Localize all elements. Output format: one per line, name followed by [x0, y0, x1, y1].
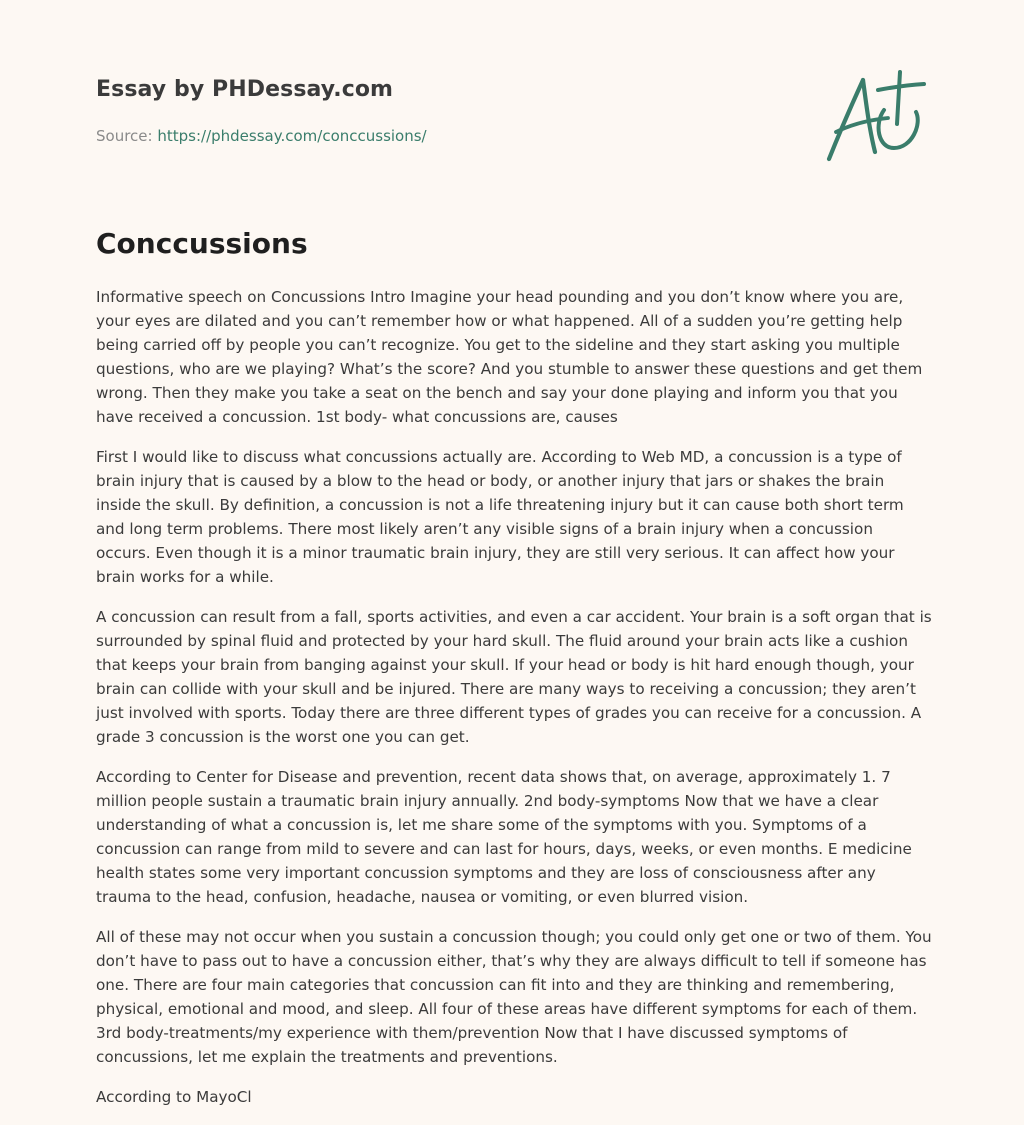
a-plus-grade-icon	[822, 66, 928, 166]
essay-paragraph: According to MayoCl	[96, 1088, 252, 1106]
essay-paragraph: All of these may not occur when you sustain a concussion though; you could only get one or two of them. You don’t have to pass out to have a concussion either, that’s why they are always difficult to tell if someone has one. There are four main categories that concussion can fit into and they are thinking and remembering, physical, emotional and mood, and sleep. All four of these areas have different symptoms for each of them. 3rd body-treatments/my experience with them/prevention Now that I have discussed symptoms of concussions, let me explain the treatments and preventions.	[96, 928, 932, 1066]
essay-body	[96, 285, 932, 1125]
essay-paragraph: First I would like to discuss what concussions actually are. According to Web MD, a concussion is a type of brain injury that is caused by a blow to the head or body, or another injury that jars or shakes the brain inside the skull. By definition, a concussion is not a life threatening injury but it can cause both short term and long term problems. There most likely aren’t any visible signs of a brain injury when a concussion occurs. Even though it is a minor traumatic brain injury, they are still very serious. It can affect how your brain works for a while.	[96, 448, 904, 586]
essay-title: Conccussions	[96, 227, 308, 260]
site-brand: Essay by PHDessay.com	[96, 77, 394, 102]
essay-paragraph: Informative speech on Concussions Intro Imagine your head pounding and you don’t know where you are, your eyes are dilated and you can’t remember how or what happened. All of a sudden you’re getting help being carried off by people you can’t recognize. You get to the sideline and they start asking you multiple questions, who are we playing? What’s the score? And you stumble to answer these questions and get them wrong. Then they make you take a seat on the bench and say your done playing and inform you that you have received a concussion. 1st body- what concussions are, causes	[96, 288, 923, 426]
essay-paragraph: According to Center for Disease and prevention, recent data shows that, on average, approximately 1. 7 million people sustain a traumatic brain injury annually. 2nd body-symptoms Now that we have a clear understanding of what a concussion is, let me share some of the symptoms with you. Symptoms of a concussion can range from mild to severe and can last for hours, days, weeks, or even months. E medicine health states some very important concussion symptoms and they are loss of consciousness after any trauma to the head, confusion, headache, nausea or vomiting, or even blurred vision.	[96, 768, 912, 906]
source-line	[96, 126, 816, 146]
essay-header	[96, 76, 816, 146]
essay-paragraph: A concussion can result from a fall, sports activities, and even a car accident. Your brain is a soft organ that is surrounded by spinal fluid and protected by your hard skull. The fluid around your brain acts like a cushion that keeps your brain from banging against your skull. If your head or body is hit hard enough though, your brain can collide with your skull and be injured. There are many ways to receiving a concussion; they aren’t just involved with sports. Today there are three different types of grades you can receive for a concussion. A grade 3 concussion is the worst one you can get.	[96, 608, 932, 746]
source-link[interactable]: https://phdessay.com/conccussions/	[157, 127, 427, 145]
source-label: Source:	[96, 127, 153, 145]
